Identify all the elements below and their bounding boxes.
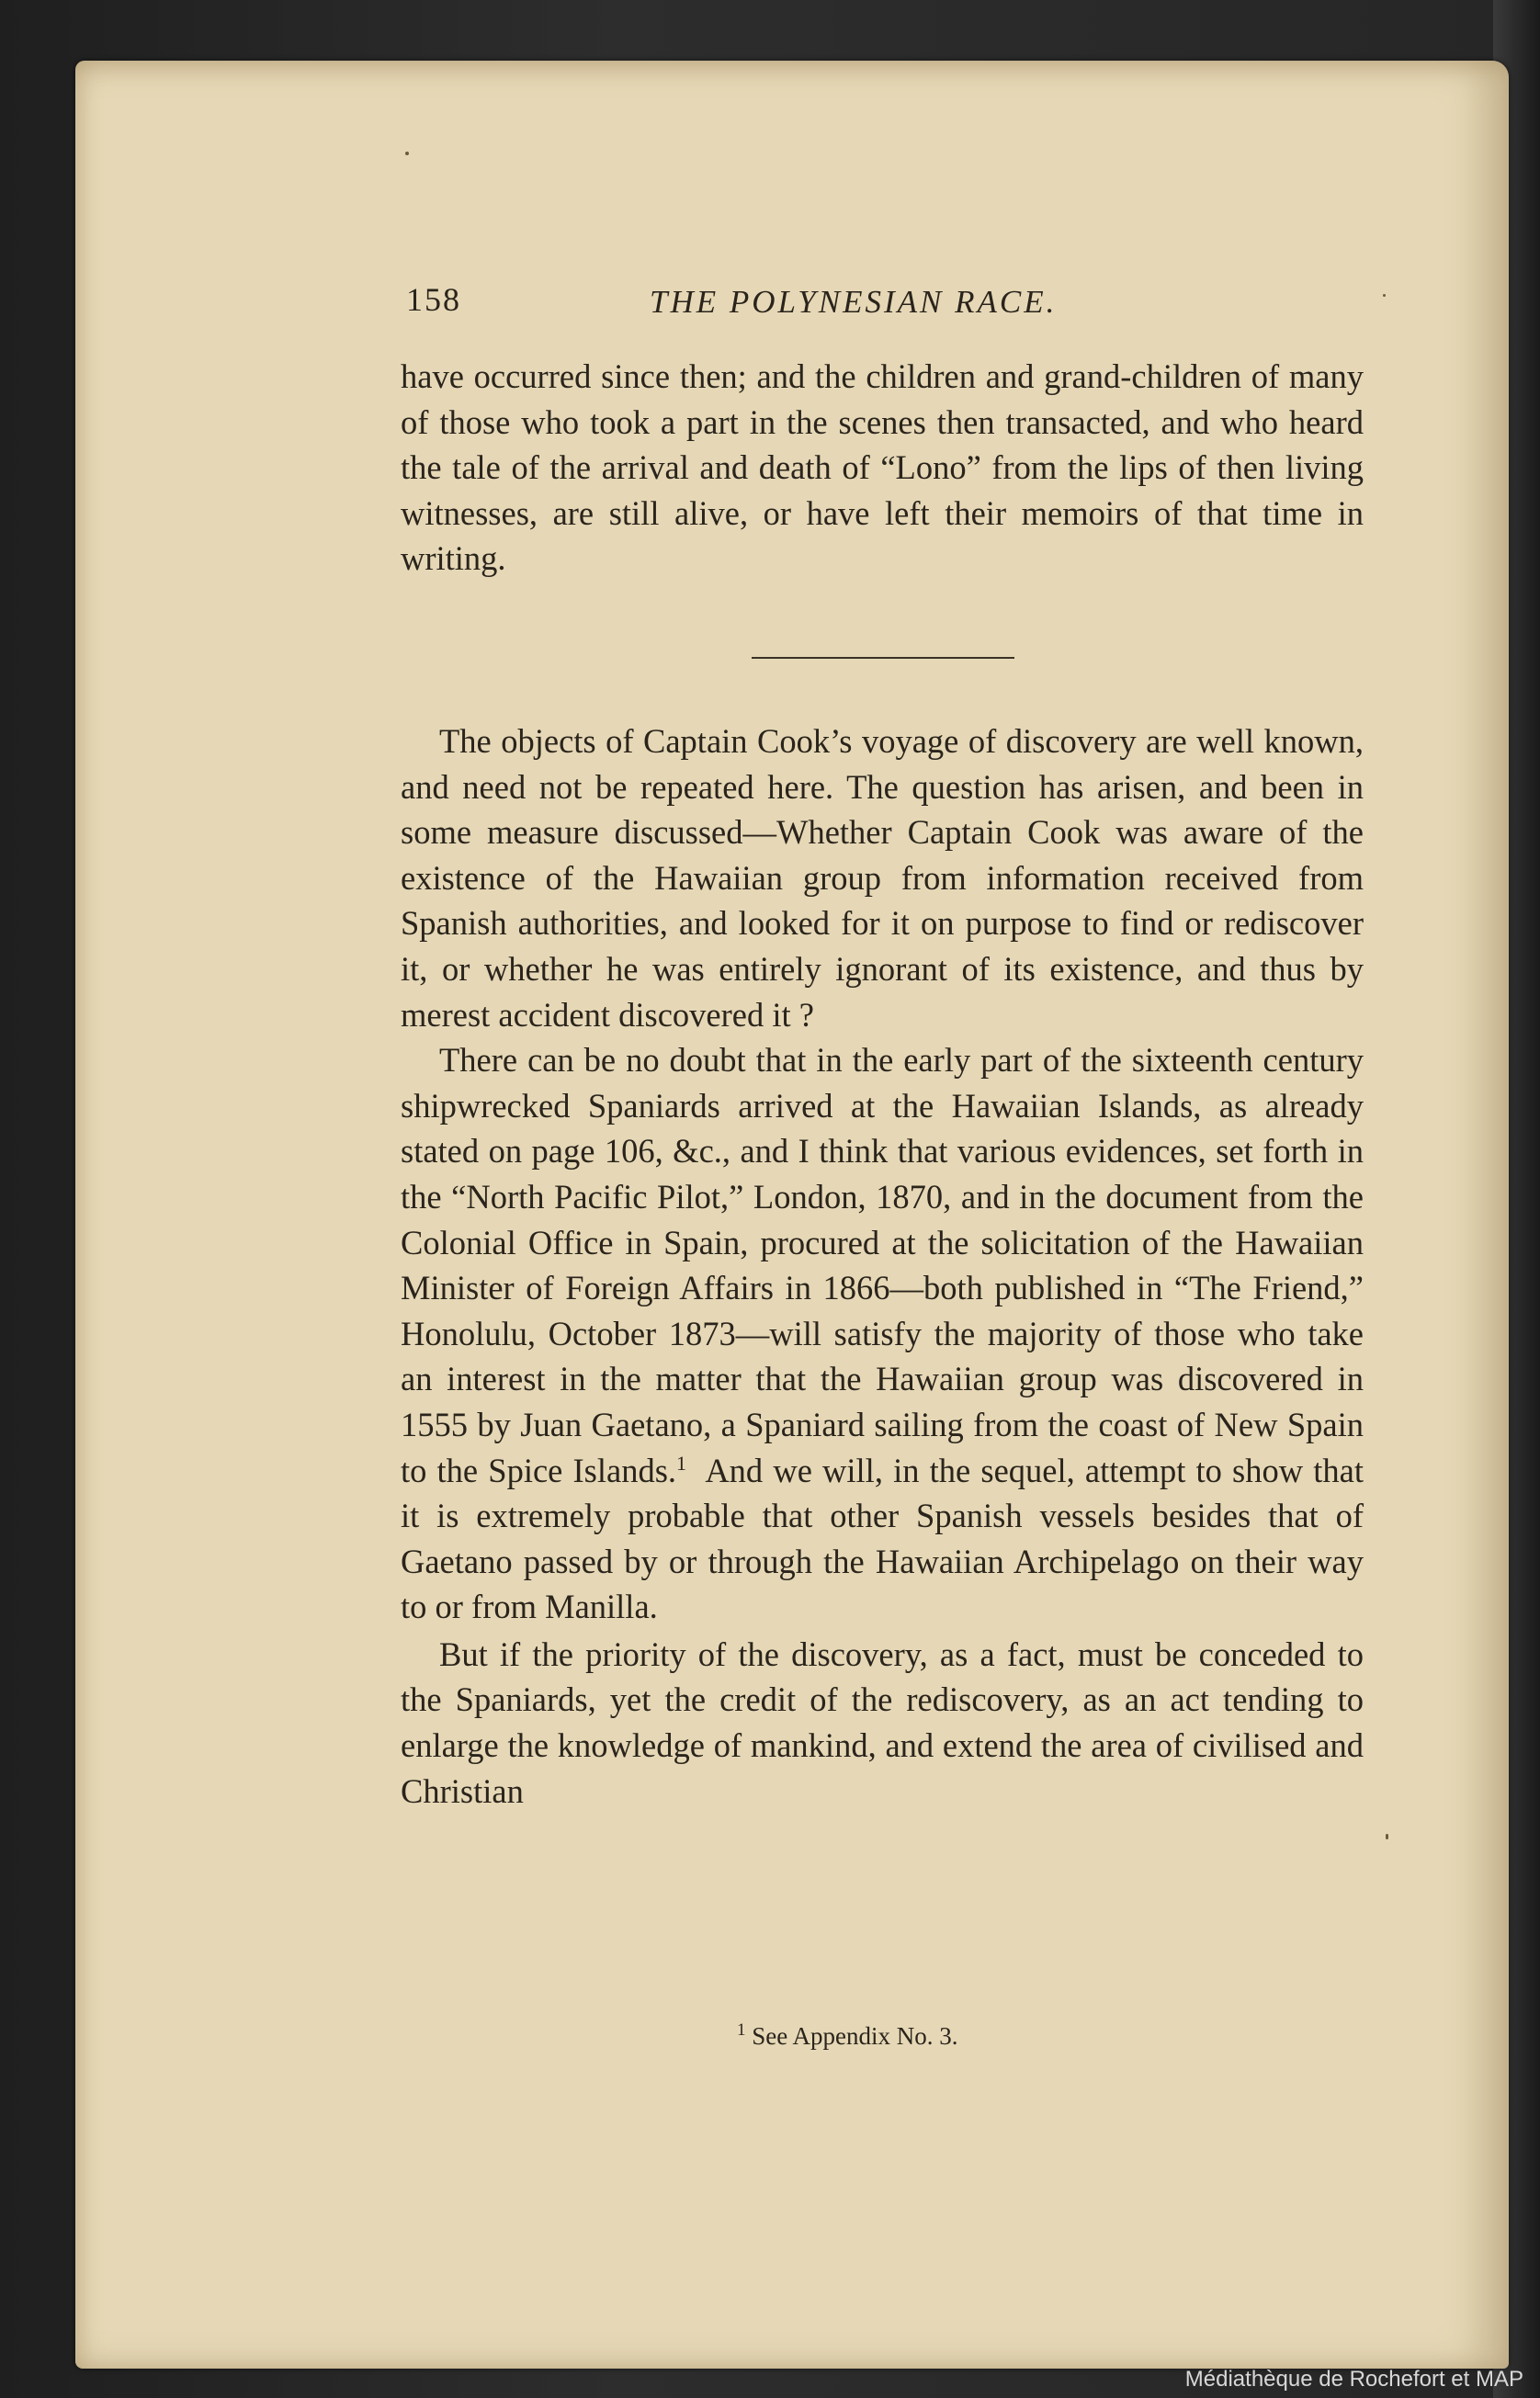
section-separator	[752, 657, 1014, 659]
paragraph-cook-voyage: The objects of Captain Cook’s voyage of discovery are well known, and need not be repeated here. The question has arisen, and been in some measure discussed—Whether Captain Cook was aware of the existence of the Hawaiian group from information received from Spanish authorities, and looked for it on purpose to find or rediscover it, or whether he was entirely ignorant of its existence, and thus by merest accident discovered it ?	[401, 722, 1364, 1034]
footnote-text: See Appendix No. 3.	[752, 2022, 958, 2050]
footnote-marker: 1	[737, 2020, 746, 2040]
paragraph-spanish-discovery-cont: And we will, in the sequel, attempt to show that it is extremely probable that other Spanish vessels besides that of Gaetano passed by or through the Hawaiian Archipelago on their way to or from Manilla.	[401, 1451, 1364, 1626]
footnote-reference[interactable]: 1	[676, 1451, 687, 1475]
page-header	[406, 280, 1132, 335]
footnote	[737, 2022, 957, 2051]
paper-speck	[1383, 294, 1386, 297]
paragraph-priority: But if the priority of the discovery, as a fact, must be conceded to the Spaniards, yet the credit of the rediscovery, as an act tending to enlarge the knowledge of mankind, and extend the area of civilised and Christian	[401, 1634, 1364, 1810]
paper-speck	[405, 152, 409, 155]
paper-speck	[1386, 1834, 1388, 1839]
page-number: 158	[406, 281, 461, 318]
library-watermark: Médiathèque de Rochefort et MAP	[1184, 2367, 1523, 2392]
text-section-top	[401, 354, 1364, 582]
text-section-main	[401, 718, 1364, 1814]
paragraph-spanish-discovery-text: There can be no doubt that in the early part of the sixteenth century shipwrecked Spaniards arrived at the Hawaiian Islands, as already stated on page 106, &c., and I think that various evidences, set forth in the “North Pacific Pilot,” London, 1870, and in the document from the Colonial Office in Spain, procured at the solicitation of the Hawaiian Minister of Foreign Affairs in 1866—both published in “The Friend,” Honolulu, October 1873—will satisfy the majority of those who take an interest in the matter that the Hawaiian group was discovered in 1555 by Juan Gaetano, a Spaniard sailing from the coast of New Spain to the Spice Islands.	[401, 1041, 1364, 1489]
running-title: THE POLYNESIAN RACE.	[650, 284, 1058, 320]
paragraph-spanish-discovery	[401, 1037, 1364, 1630]
paragraph-continuation: have occurred since then; and the children and grand-children of many of those who took a part in the scenes then transacted, and who heard the tale of the arrival and death of “Lono” from the lips of then living witnesses, are still alive, or have left their memoirs of that time in writing.	[401, 357, 1364, 578]
